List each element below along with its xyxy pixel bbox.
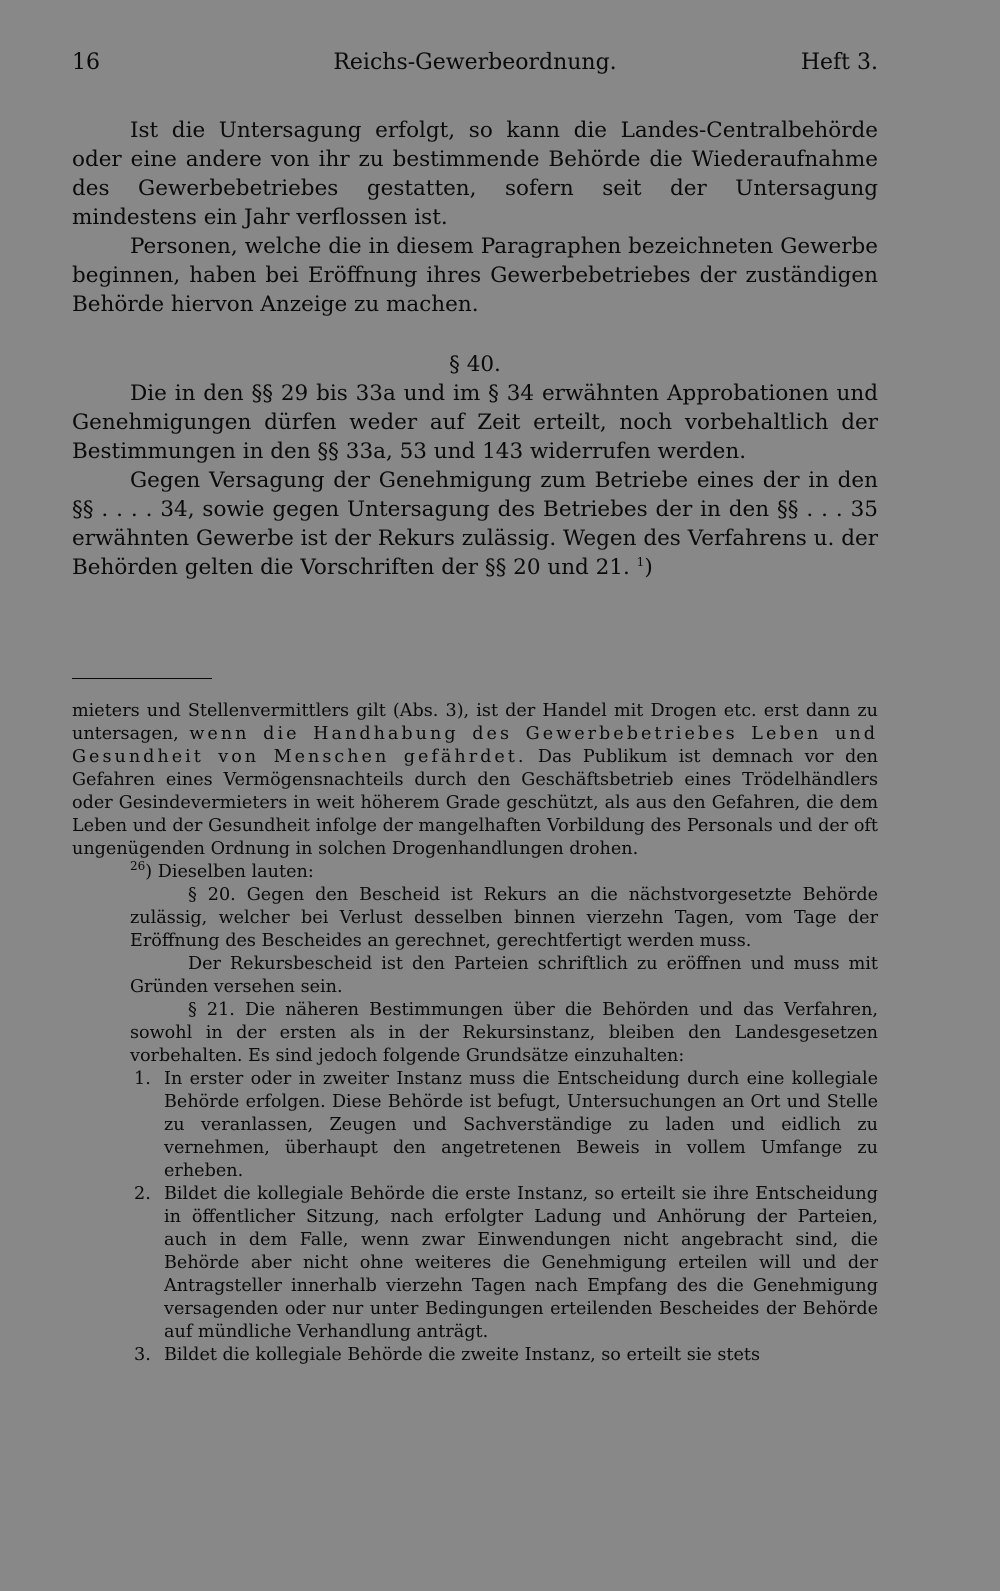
footnote-26: $^{26}$) Dieselben lauten: (130, 859, 314, 882)
footnote-marker: 26 (130, 859, 146, 874)
quoted-section-20-para-2: Der Rekursbescheid ist den Parteien schriftlich zu eröffnen und muss mit Gründen versehen sein. (130, 954, 878, 997)
list-item: 3. Bildet die kollegiale Behörde die zweite Instanz, so erteilt sie stets (134, 1345, 760, 1365)
footnote-reference: 1 (636, 554, 645, 569)
paragraph-untersagung: Ist die Untersagung erfolgt, so kann die Landes-Centralbehörde oder eine andere von ihr zu bestimmende Behörde die Wiederaufnahme des Gewerbebetriebes gestatten, sofern seit der Untersagung mindestens ein Jahr verflossen ist. (72, 118, 878, 230)
running-header (72, 50, 878, 90)
page-number: 16 (72, 50, 100, 75)
main-text-section-40 (72, 350, 878, 582)
main-text-upper (72, 116, 878, 319)
footnotes (72, 700, 878, 1367)
list-item: 1. In erster oder in zweiter Instanz muss die Entscheidung durch eine kollegiale Behörde erfolgen. Diese Behörde ist befugt, Untersuchungen an Ort und Stelle zu veranlassen, Zeugen und Sachverständige zu laden und eidlich zu vernehmen, überhaupt den angetretenen Beweis in vollem Umfange zu erheben. (134, 1069, 878, 1181)
paragraph-approbationen: Die in den §§ 29 bis 33a und im § 34 erwähnten Approbationen und Genehmigungen dürfen weder auf Zeit erteilt, noch vorbehaltlich der Bestimmungen in den §§ 33a, 53 und 143 widerrufen werden. (72, 381, 878, 464)
running-title: Reichs-Gewerbeordnung. (333, 50, 617, 75)
quoted-section-21: § 21. Die näheren Bestimmungen über die Behörden und das Verfahren, sowohl in der ersten als in der Rekursinstanz, bleiben den Landesgesetzen vorbehalten. Es sind jedoch folgende Grundsätze einzuhalten: (130, 1000, 878, 1066)
footnote-separator (72, 678, 212, 679)
quoted-section-20: § 20. Gegen den Bescheid ist Rekurs an die nächstvorgesetzte Behörde zulässig, welcher bei Verlust desselben binnen vierzehn Tagen, vom Tage der Eröffnung des Bescheides an gerechnet, gerechtfertigt werden muss. (130, 885, 878, 951)
footnote-continued: mieters und Stellenvermittlers gilt (Abs. 3), ist der Handel mit Drogen etc. erst dann zu untersagen, wenn die Handhabung des Gewerbebetriebes Leben und Gesundheit von Menschen gefährdet. Das Publikum ist demnach vor den Gefahren eines Vermögensnachteils durch den Geschäftsbetrieb eines Trödelhändlers oder Gesindevermieters in weit höherem Grade geschützt, als aus den Gefahren, die dem Leben und der Gesundheit infolge der mangelhaften Vorbildung des Personals und der oft ungenügenden Ordnung in solchen Drogenhandlungen drohen. (72, 701, 878, 859)
issue-label: Heft 3. (800, 50, 878, 75)
paragraph-anzeige: Personen, welche die in diesem Paragraphen bezeichneten Gewerbe beginnen, haben bei Eröffnung ihres Gewerbebetriebes der zuständigen Behörde hiervon Anzeige zu machen. (72, 234, 878, 317)
list-item: 2. Bildet die kollegiale Behörde die erste Instanz, so erteilt sie ihre Entscheidung in öffentlicher Sitzung, nach erfolgter Ladung und Anhörung der Parteien, auch in dem Falle, wenn zwar Einwendungen nicht angebracht sind, die Behörde aber nicht ohne weiteres die Genehmigung erteilen will und der Antragsteller innerhalb vierzehn Tagen nach Empfang des die Genehmigung versagenden oder nur unter Bedingungen erteilenden Bescheides der Behörde auf mündliche Verhandlung anträgt. (134, 1184, 878, 1342)
paragraph-rekurs: Gegen Versagung der Genehmigung zum Betriebe eines der in den §§ . . . . 34, sowie gegen Untersagung des Betriebes der in den §§ . . . 35 erwähnten Gewerbe ist der Rekurs zulässig. Wegen des Verfahrens u. der Behörden gelten die Vorschriften der §§ 20 und 21. $^1$) (72, 468, 878, 580)
section-heading: § 40. (449, 352, 501, 377)
paragraph-rekurs-text: Gegen Versagung der Genehmigung zum Betriebe eines der in den §§ . . . . 34, sowie gegen Untersagung des Betriebes der in den §§ . . . 35 erwähnten Gewerbe ist der Rekurs zulässig. Wegen des Verfahrens u. der Behörden gelten die Vorschriften der §§ 20 und 21. (72, 468, 878, 580)
emphasized-text: wenn die Handhabung des Gewerbebetriebes Leben und Gesundheit von Menschen gefährdet. (72, 724, 878, 767)
